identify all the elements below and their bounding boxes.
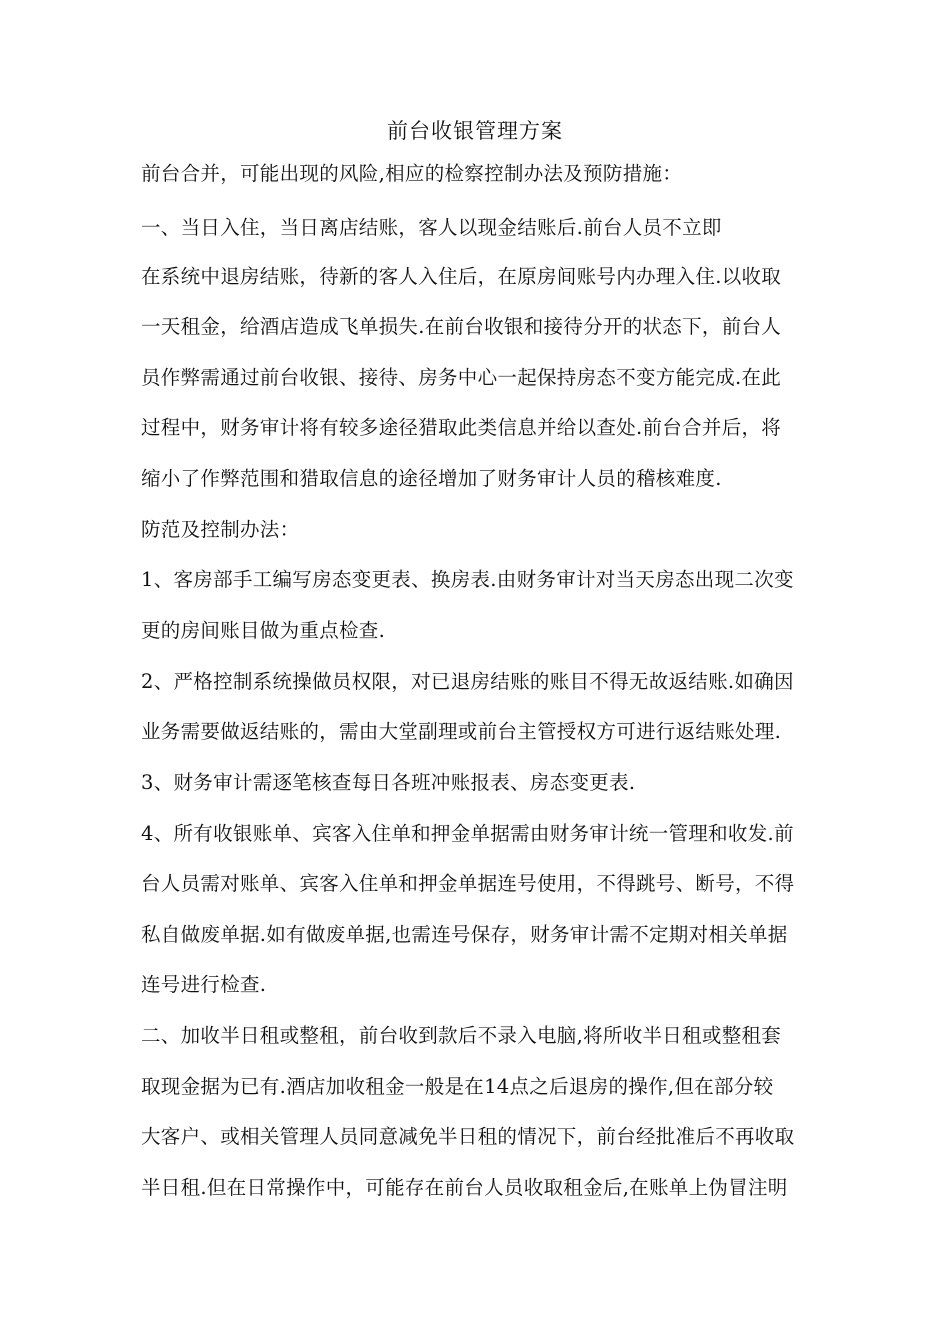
section-heading: 防范及控制办法： [141, 518, 300, 541]
paragraph-line: 半日租.但在日常操作中，可能存在前台人员收取租金后,在账单上伪冒注明 [141, 1176, 788, 1199]
paragraph-line: 私自做废单据.如有做废单据,也需连号保存，财务审计需不定期对相关单据 [141, 923, 788, 946]
paragraph-line: 更的房间账目做为重点检查. [141, 619, 386, 642]
paragraph-line: 3、财务审计需逐笔核查每日各班冲账报表、房态变更表. [141, 771, 636, 794]
paragraph-line: 前台合并，可能出现的风险,相应的检察控制办法及预防措施： [141, 162, 683, 185]
paragraph-line: 缩小了作弊范围和猎取信息的途径增加了财务审计人员的稽核难度. [141, 467, 722, 490]
paragraph-line: 1、客房部手工编写房态变更表、换房表.由财务审计对当天房态出现二次变 [141, 568, 794, 591]
paragraph-line: 在系统中退房结账，待新的客人入住后，在原房间账号内办理入住.以收取 [141, 265, 782, 288]
document-title: 前台收银管理方案 [387, 119, 563, 143]
paragraph-line: 员作弊需通过前台收银、接待、房务中心一起保持房态不变方能完成.在此 [141, 366, 782, 389]
paragraph-line: 一天租金，给酒店造成飞单损失.在前台收银和接待分开的状态下，前台人 [141, 315, 782, 338]
paragraph-line: 2、严格控制系统操做员权限，对已退房结账的账目不得无故返结账.如确因 [141, 670, 794, 693]
paragraph-line: 连号进行检查. [141, 973, 267, 996]
paragraph-line: 大客户、或相关管理人员同意减免半日租的情况下，前台经批准后不再收取 [141, 1125, 795, 1148]
paragraph-line: 台人员需对账单、宾客入住单和押金单据连号使用，不得跳号、断号，不得 [141, 872, 795, 895]
paragraph-line: 一、当日入住，当日离店结账，客人以现金结账后.前台人员不立即 [141, 216, 722, 239]
paragraph-line: 过程中，财务审计将有较多途径猎取此类信息并给以查处.前台合并后，将 [141, 416, 782, 439]
paragraph-line: 取现金据为已有.酒店加收租金一般是在14点之后退房的操作,但在部分较 [141, 1075, 774, 1098]
paragraph-line: 二、加收半日租或整租，前台收到款后不录入电脑,将所收半日租或整租套 [141, 1024, 782, 1047]
paragraph-line: 业务需要做返结账的，需由大堂副理或前台主管授权方可进行返结账处理. [141, 720, 782, 743]
paragraph-line: 4、所有收银账单、宾客入住单和押金单据需由财务审计统一管理和收发.前 [141, 822, 794, 845]
